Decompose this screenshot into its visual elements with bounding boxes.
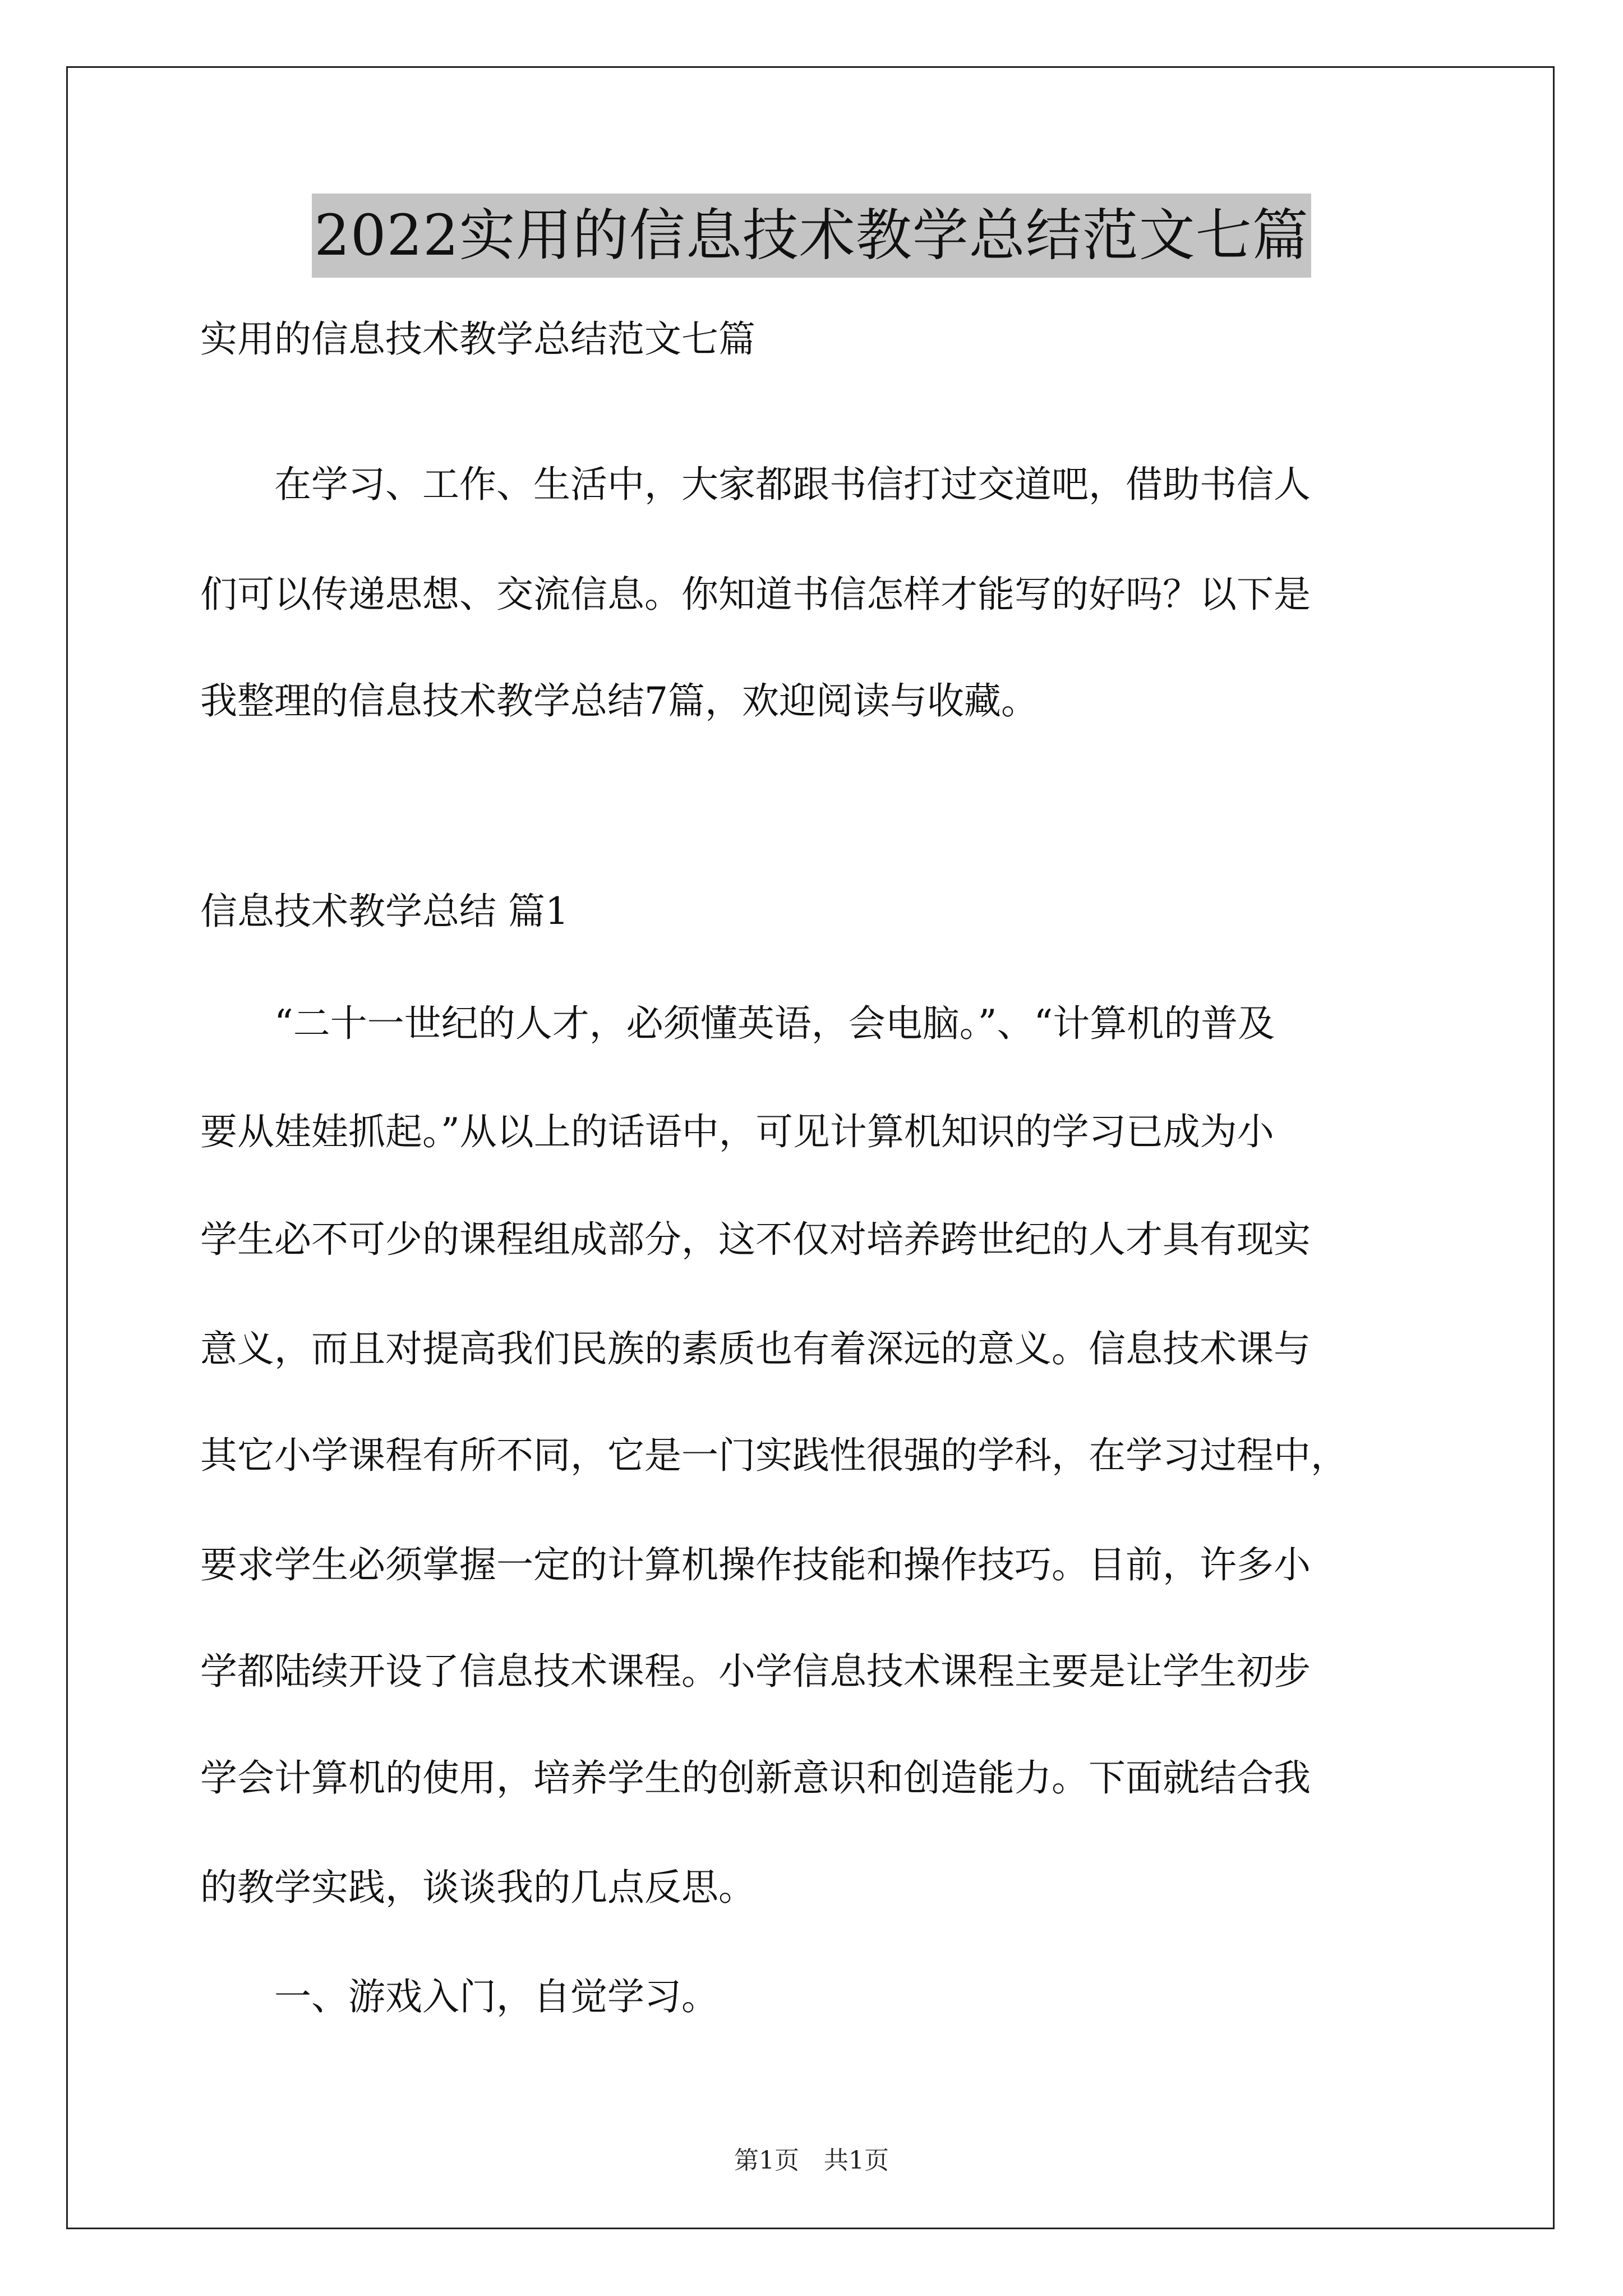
body-line: 其它小学课程有所不同，它是一门实践性很强的学科，在学习过程中， (200, 1434, 1348, 1477)
body-line: 要求学生必须掌握一定的计算机操作技能和操作技巧。目前，许多小 (200, 1543, 1311, 1586)
body-line: 学生必不可少的课程组成部分，这不仅对培养跨世纪的人才具有现实 (200, 1218, 1311, 1261)
subheading: 一、游戏入门，自觉学习。 (200, 1975, 718, 2018)
body-line: 的教学实践，谈谈我的几点反思。 (200, 1866, 755, 1909)
document-title-container (0, 194, 1623, 278)
document-subtitle: 实用的信息技术教学总结范文七篇 (200, 318, 755, 361)
page-footer: 第1页 共1页 (734, 2146, 889, 2175)
body-line: 学会计算机的使用，培养学生的创新意识和创造能力。下面就结合我 (200, 1756, 1311, 1800)
body-line: 学都陆续开设了信息技术课程。小学信息技术课程主要是让学生初步 (200, 1650, 1311, 1693)
body-line: 要从娃娃抓起。”从以上的话语中，可见计算机知识的学习已成为小 (200, 1110, 1274, 1153)
intro-line: 在学习、工作、生活中，大家都跟书信打过交道吧，借助书信人 (200, 463, 1311, 506)
intro-line: 们可以传递思想、交流信息。你知道书信怎样才能写的好吗？以下是 (200, 573, 1311, 616)
intro-line: 我整理的信息技术教学总结7篇，欢迎阅读与收藏。 (200, 679, 1038, 723)
body-line: 意义，而且对提高我们民族的素质也有着深远的意义。信息技术课与 (200, 1327, 1311, 1370)
section-heading: 信息技术教学总结 篇1 (200, 890, 569, 933)
document-title: 2022实用的信息技术教学总结范文七篇 (312, 194, 1311, 278)
body-line: “二十一世纪的人才，必须懂英语，会电脑。”、“计算机的普及 (200, 1002, 1275, 1045)
